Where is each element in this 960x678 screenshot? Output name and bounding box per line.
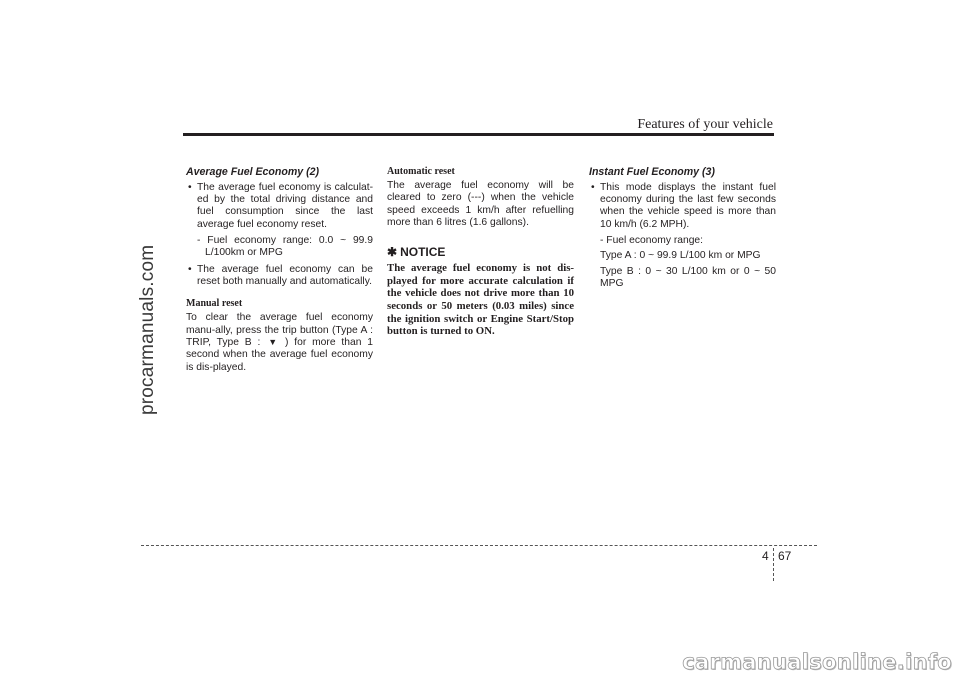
heading-instant-fuel-economy: Instant Fuel Economy (3) bbox=[589, 166, 715, 178]
bullet-text: This mode displays the instant fuel economy during the last few seconds when the vehicle speed is more than 10 km/h (6.2 MPH). bbox=[600, 181, 776, 230]
notice-title bbox=[387, 245, 574, 259]
heading-automatic-reset: Automatic reset bbox=[387, 166, 455, 177]
fuel-economy-range: - Fuel economy range: bbox=[600, 235, 704, 247]
type-b-range: Type B : 0 ~ 30 L/100 km or 0 ~ 50 MPG bbox=[600, 265, 776, 290]
footer-rule bbox=[141, 545, 817, 546]
manual-reset-paragraph bbox=[186, 312, 373, 374]
bullet-text: The average fuel economy can be reset both manually and automatically. bbox=[197, 263, 373, 288]
chapter-number: 4 bbox=[762, 549, 769, 563]
down-triangle-icon: ▼ bbox=[268, 337, 278, 348]
automatic-reset-paragraph: The average fuel economy will be cleared to zero (---) when the vehicle speed exceeds 1 km/h after refuelling more than 6 litres (1.6 gallons). bbox=[387, 180, 574, 229]
column-average-fuel-economy bbox=[186, 166, 373, 374]
column-instant-fuel-economy bbox=[589, 166, 776, 294]
manual-reset-text-after: ) for more than 1 second when the average fuel economy is dis-played. bbox=[186, 337, 373, 373]
notice-body: The average fuel economy is not dis-played for more accurate calculation if the vehicle does not drive more than 10 seconds or 50 meters (0.03 miles) since the ignition switch or Engine Start/Stop button is turned to ON. bbox=[387, 261, 574, 338]
heading-average-fuel-economy: Average Fuel Economy (2) bbox=[186, 166, 320, 178]
instant-fuel-economy-list bbox=[589, 182, 776, 291]
fuel-economy-range: - Fuel economy range: 0.0 ~ 99.9 L/100km or MPG bbox=[197, 235, 373, 259]
manual-reset-text-before: To clear the average fuel economy manu-ally, press the trip button (Type A : TRIP, Type B : bbox=[186, 312, 373, 349]
watermark-procarmanuals: procarmanuals.com bbox=[137, 244, 158, 415]
page-number: 67 bbox=[778, 549, 792, 563]
bullet-text: The average fuel economy is calculat-ed by the total driving distance and fuel consumption since the last average fuel economy reset. bbox=[197, 181, 373, 230]
list-item bbox=[186, 182, 373, 260]
list-item bbox=[186, 264, 373, 289]
type-a-range: Type A : 0 ~ 99.9 L/100 km or MPG bbox=[600, 250, 761, 262]
column-automatic-reset bbox=[387, 166, 574, 338]
header-rule bbox=[183, 133, 774, 136]
watermark-carmanualsonline: carmanualsonline.info bbox=[682, 650, 952, 674]
list-item bbox=[589, 182, 776, 291]
section-title: Features of your vehicle bbox=[637, 117, 773, 132]
page-number-divider bbox=[773, 548, 774, 581]
average-fuel-economy-list bbox=[186, 182, 373, 289]
heading-manual-reset: Manual reset bbox=[186, 298, 243, 310]
notice-title-text: NOTICE bbox=[400, 245, 446, 260]
notice-star-icon: ✱ bbox=[387, 245, 398, 260]
